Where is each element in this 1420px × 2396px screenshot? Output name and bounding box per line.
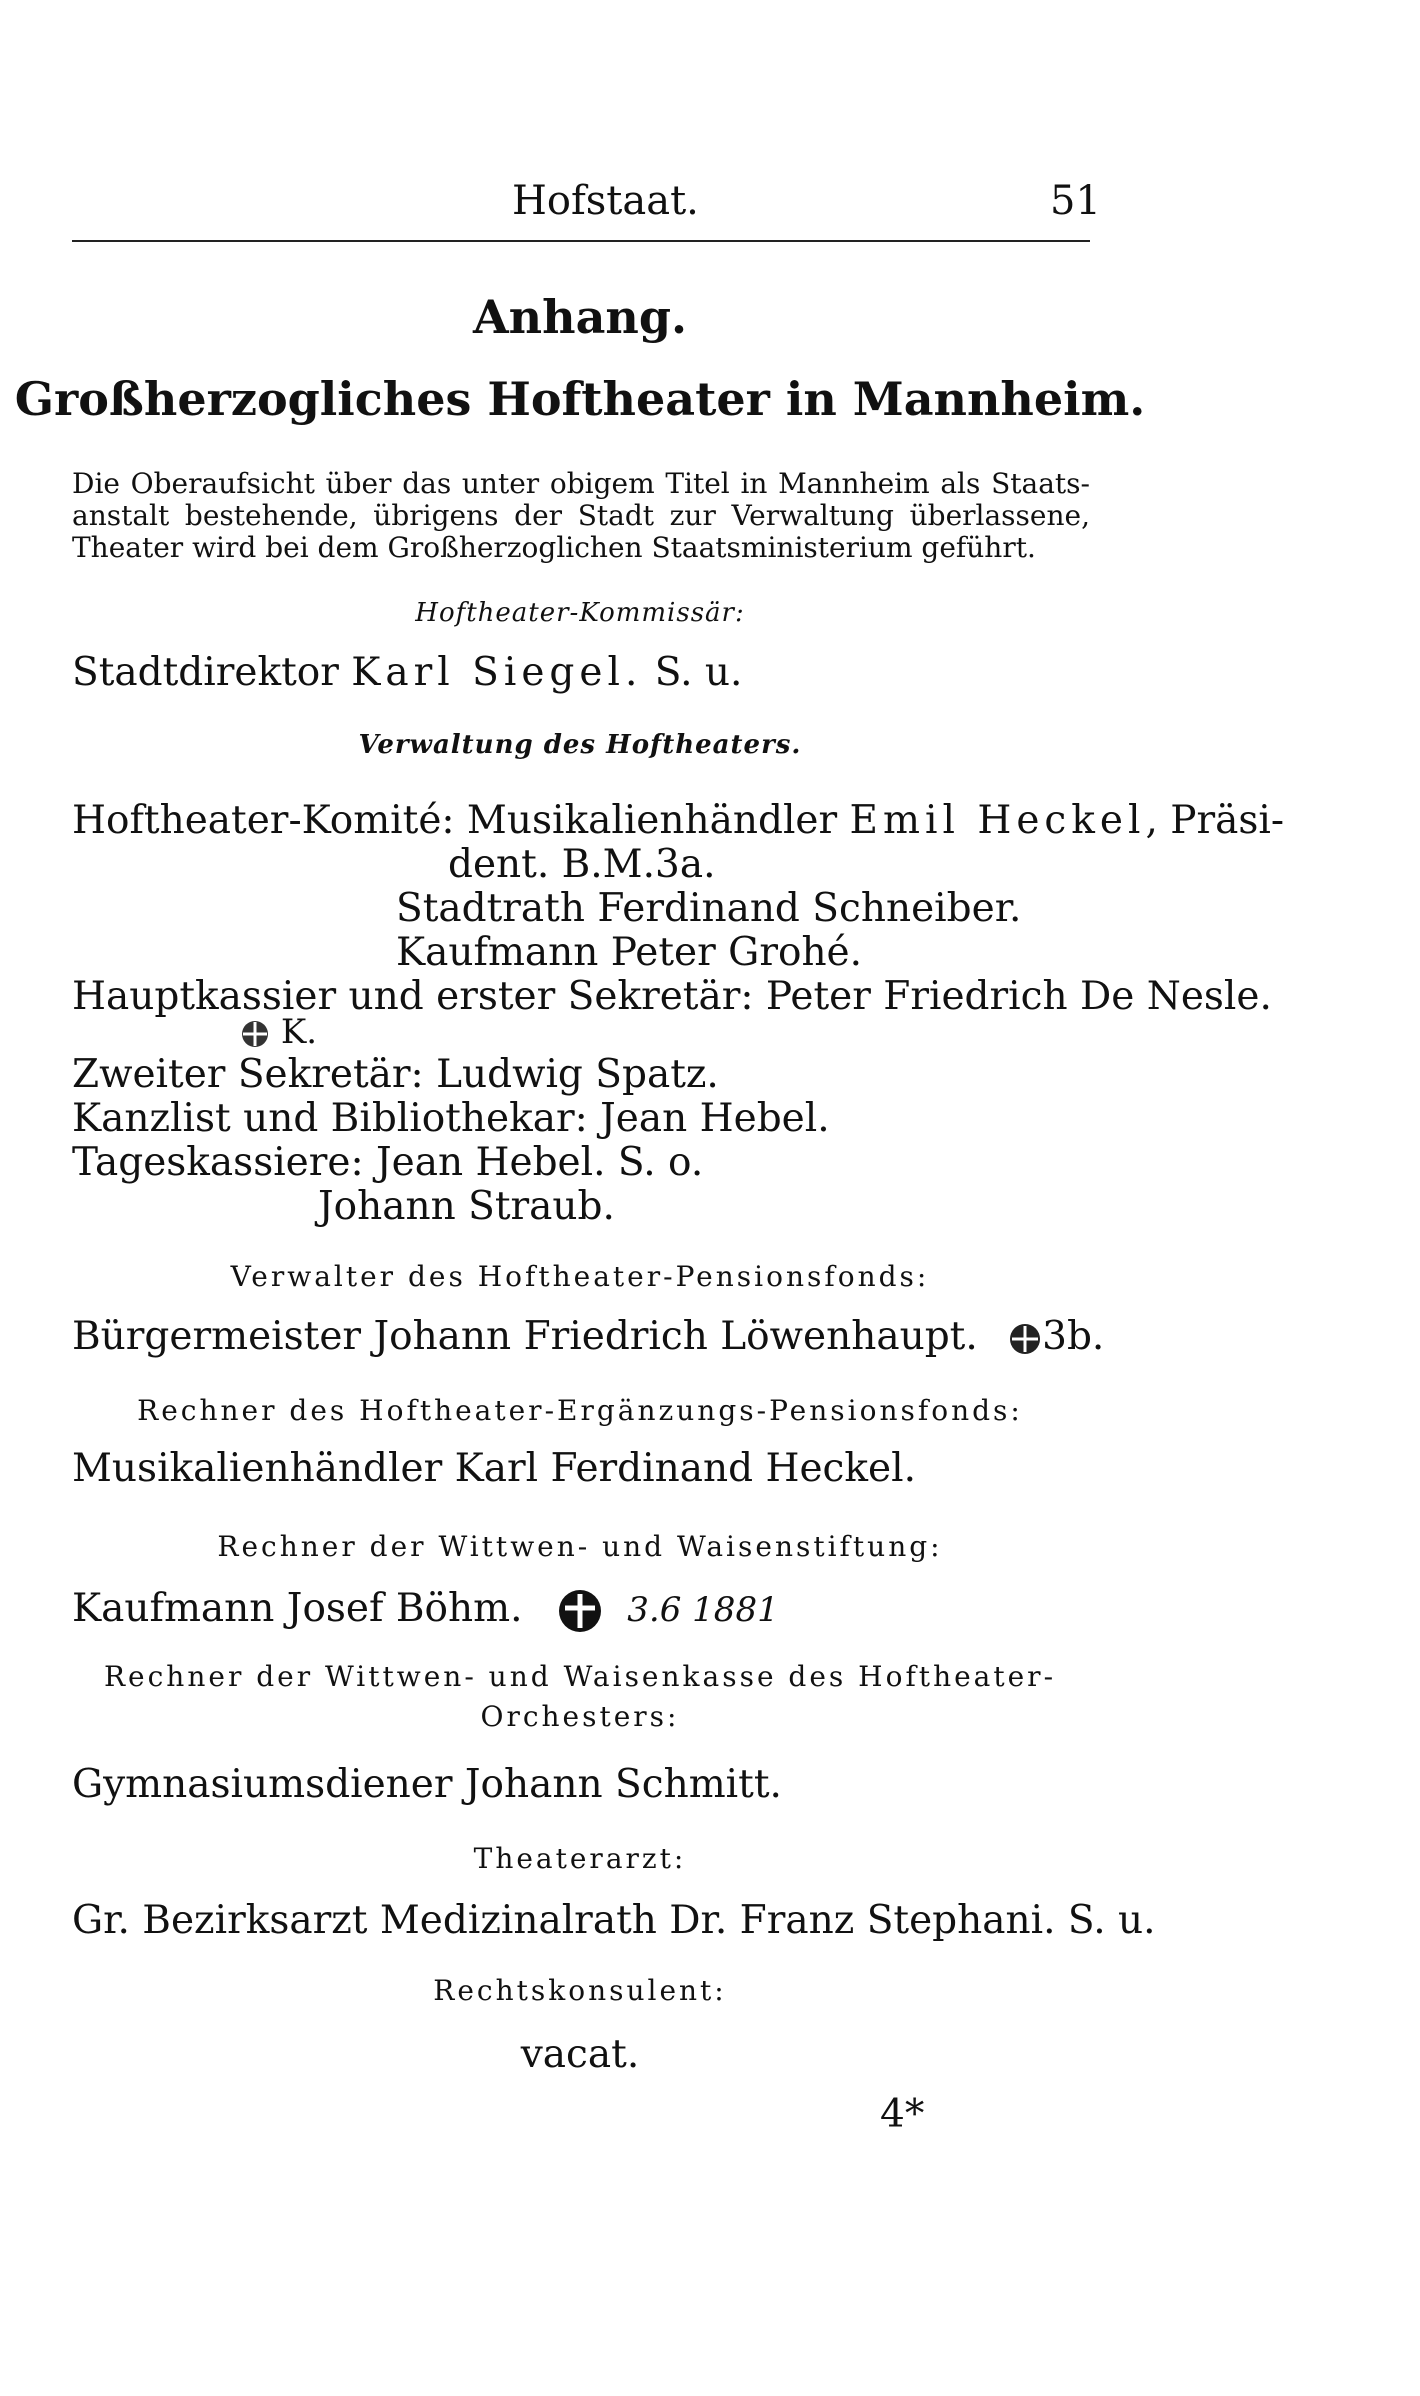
entry-kassier-cont: K. [240,1012,317,1052]
section-heading-verwaltung: Verwaltung des Hoftheaters. [358,730,802,760]
entry-tageskassiere: Tageskassiere: Jean Hebel. S. o. [72,1140,704,1185]
section-heading-theaterarzt: Theaterarzt: [473,1842,687,1875]
entry-sekretaer: Zweiter Sekretär: Ludwig Spatz. [72,1052,719,1097]
entry-member-3: Kaufmann Peter Grohé. [396,930,863,975]
section-heading-ergaenzung: Rechner des Hoftheater-Ergänzungs-Pensionsfonds: [137,1394,1023,1427]
page-title: Großherzogliches Hoftheater in Mannheim. [14,372,1146,426]
entry-rechtskonsulent: vacat. [520,2032,640,2077]
handwritten-note: 3.6 1881 [627,1590,779,1630]
order-cross-icon [1008,1322,1042,1356]
entry-tageskassiere-2: Johann Straub. [318,1184,615,1229]
death-cross-icon [557,1588,603,1634]
section-heading-wittwenkasse: Rechner der Wittwen- und Waisenkasse des Hoftheater- [103,1660,1057,1693]
page-number: 51 [1050,178,1101,224]
section-heading-wittwenstiftung: Rechner der Wittwen- und Waisenstiftung: [217,1530,943,1563]
appendix-title: Anhang. [472,290,687,344]
entry-member-2: Stadtrath Ferdinand Schneiber. [396,886,1022,931]
entry-wittwenstiftung: Kaufmann Josef Böhm. 3.6 1881 [72,1586,779,1634]
entry-ergaenzung: Musikalienhändler Karl Ferdinand Heckel. [72,1446,916,1491]
entry-komite: Hoftheater-Komité: Musikalienhändler Emil Heckel, Präsi- [72,798,1285,843]
order-cross-icon [240,1019,270,1049]
entry-pensionsfonds: Bürgermeister Johann Friedrich Löwenhaupt. 3b. [72,1314,1105,1359]
intro-paragraph: Die Oberaufsicht über das unter obigem Titel in Mannheim als Staats-anstalt bestehende, übrigens der Stadt zur Verwaltung überlassene, Theater wird bei dem Großherzoglichen Staatsministerium geführt. [72,467,1090,564]
entry-komite-cont: dent. B.M.3a. [448,842,716,887]
entry-wittwenkasse: Gymnasiumsdiener Johann Schmitt. [72,1762,782,1807]
header-rule [72,240,1090,242]
running-header: Hofstaat. [512,178,699,224]
signature-mark: 4* [880,2092,925,2137]
section-heading-pensionsfonds: Verwalter des Hoftheater-Pensionsfonds: [230,1260,930,1293]
entry-kommissaer: Stadtdirektor Karl Siegel. S. u. [72,650,743,695]
section-heading-kommissaer: Hoftheater-Kommissär: [415,598,745,628]
entry-theaterarzt: Gr. Bezirksarzt Medizinalrath Dr. Franz Stephani. S. u. [72,1898,1156,1943]
section-heading-rechtskonsulent: Rechtskonsulent: [433,1974,727,2007]
entry-kassier: Hauptkassier und erster Sekretär: Peter Friedrich De Nesle. [72,974,1272,1019]
entry-kanzlist: Kanzlist und Bibliothekar: Jean Hebel. [72,1096,830,1141]
section-heading-wittwenkasse-cont: Orchesters: [480,1700,680,1733]
